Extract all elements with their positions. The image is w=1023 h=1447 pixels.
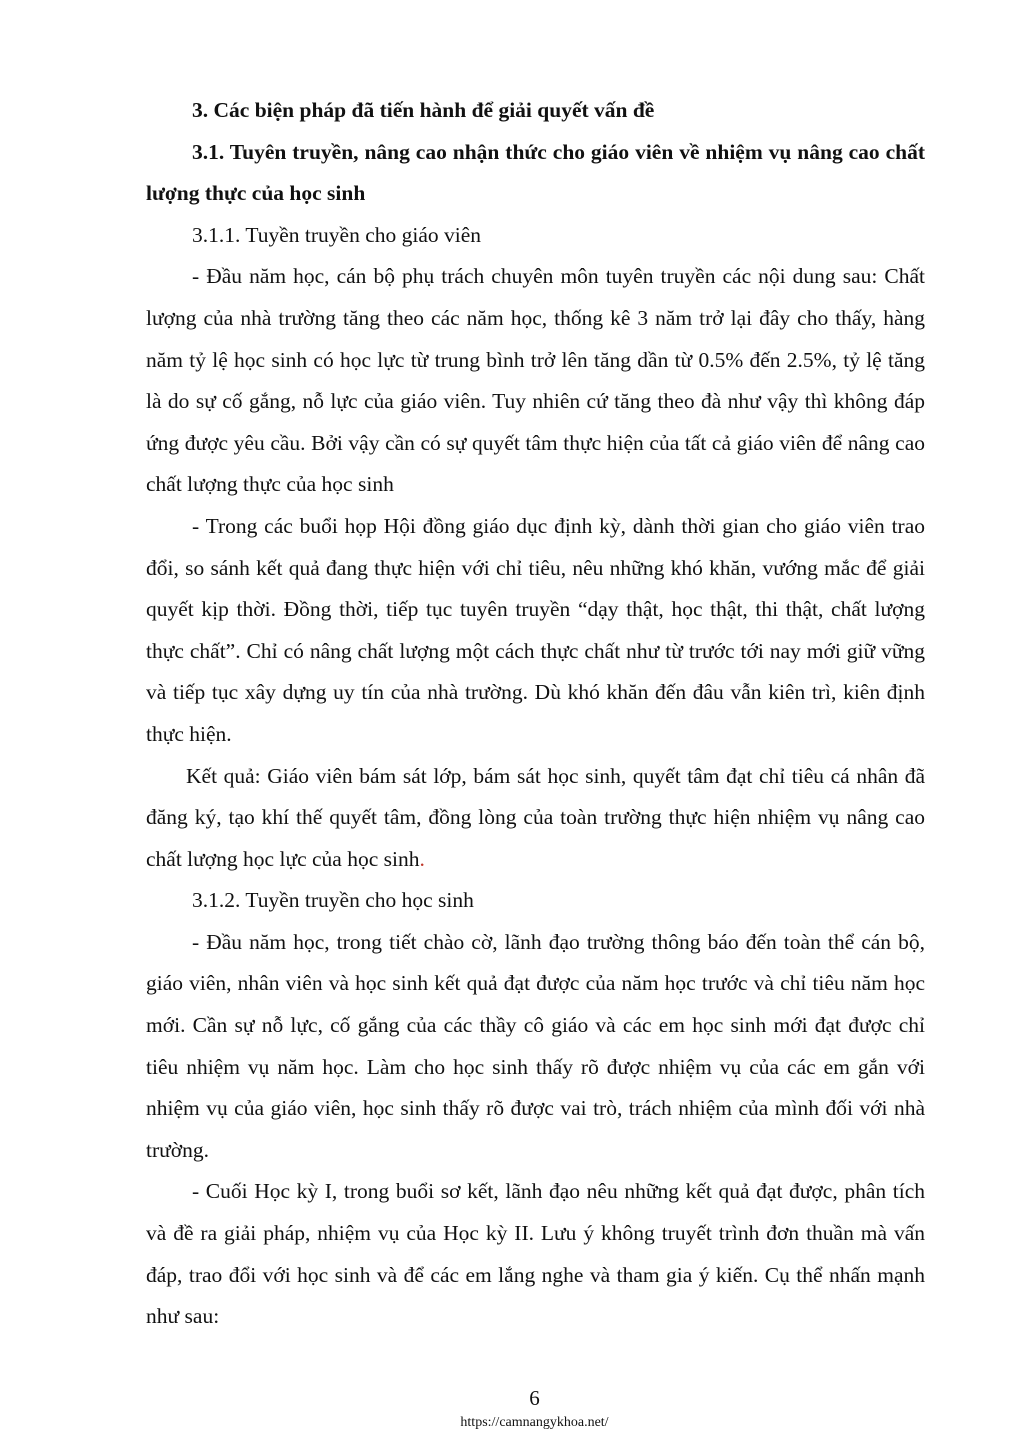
paragraph-result xyxy=(146,756,925,881)
paragraph-students-2: - Cuối Học kỳ I, trong buổi sơ kết, lãnh đạo nêu những kết quả đạt được, phân tích và đề ra giải pháp, nhiệm vụ của Học kỳ II. Lưu ý không truyết trình đơn thuần mà vấn đáp, trao đổi với học sinh và để các em lắng nghe và tham gia ý kiến. Cụ thể nhấn mạnh như sau: xyxy=(146,1179,925,1329)
page-number: 6 xyxy=(529,1386,540,1410)
paragraph-teachers-1: - Đầu năm học, cán bộ phụ trách chuyên môn tuyên truyền các nội dung sau: Chất lượng của nhà trường tăng theo các năm học, thống kê 3 năm trở lại đây cho thấy, hàng năm tỷ lệ học sinh có học lực từ trung bình trở lên tăng dần từ 0.5% đến 2.5%, tỷ lệ tăng là do sự cố gắng, nỗ lực của giáo viên. Tuy nhiên cứ tăng theo đà như vậy thì không đáp ứng được yêu cầu. Bởi vậy cần có sự quyết tâm thực hiện của tất cả giáo viên để nâng cao chất lượng thực của học sinh xyxy=(146,264,925,497)
document-page xyxy=(146,90,925,1338)
paragraph-students-1: - Đầu năm học, trong tiết chào cờ, lãnh đạo trường thông báo đến toàn thể cán bộ, giáo viên, nhân viên và học sinh kết quả đạt được của năm học trước và chỉ tiêu năm học mới. Cần sự nỗ lực, cố gắng của các thầy cô giáo và các em học sinh mới đạt được chỉ tiêu nhiệm vụ năm học. Làm cho học sinh thấy rõ được nhiệm vụ của các em gắn với nhiệm vụ của giáo viên, học sinh thấy rõ được vai trò, trách nhiệm của mình đối với nhà trường. xyxy=(146,929,925,1162)
subsection-title-students: 3.1.2. Tuyền truyền cho học sinh xyxy=(192,888,474,913)
result-period: . xyxy=(419,846,425,871)
section-heading: 3. Các biện pháp đã tiến hành để giải quyết vấn đề xyxy=(192,98,655,122)
result-text: Kết quả: Giáo viên bám sát lớp, bám sát học sinh, quyết tâm đạt chỉ tiêu cá nhân đã đăng ký, tạo khí thế quyết tâm, đồng lòng của toàn trường thực hiện nhiệm vụ nâng cao chất lượng học lực của học sinh xyxy=(146,763,925,871)
section-subheading: 3.1. Tuyên truyền, nâng cao nhận thức cho giáo viên về nhiệm vụ nâng cao chất lượng thực của học sinh xyxy=(146,139,925,206)
paragraph-teachers-2: - Trong các buổi họp Hội đồng giáo dục định kỳ, dành thời gian cho giáo viên trao đổi, so sánh kết quả đang thực hiện với chỉ tiêu, nêu những khó khăn, vướng mắc để giải quyết kịp thời. Đồng thời, tiếp tục tuyên truyền “dạy thật, học thật, thi thật, chất lượng thực chất”. Chỉ có nâng chất lượng một cách thực chất như từ trước tới nay mới giữ vững và tiếp tục xây dựng uy tín của nhà trường. Dù khó khăn đến đâu vẫn kiên trì, kiên định thực hiện. xyxy=(146,513,925,746)
subsection-title-teachers: 3.1.1. Tuyền truyền cho giáo viên xyxy=(192,222,482,247)
footer-url: https://camnangykhoa.net/ xyxy=(460,1415,609,1430)
